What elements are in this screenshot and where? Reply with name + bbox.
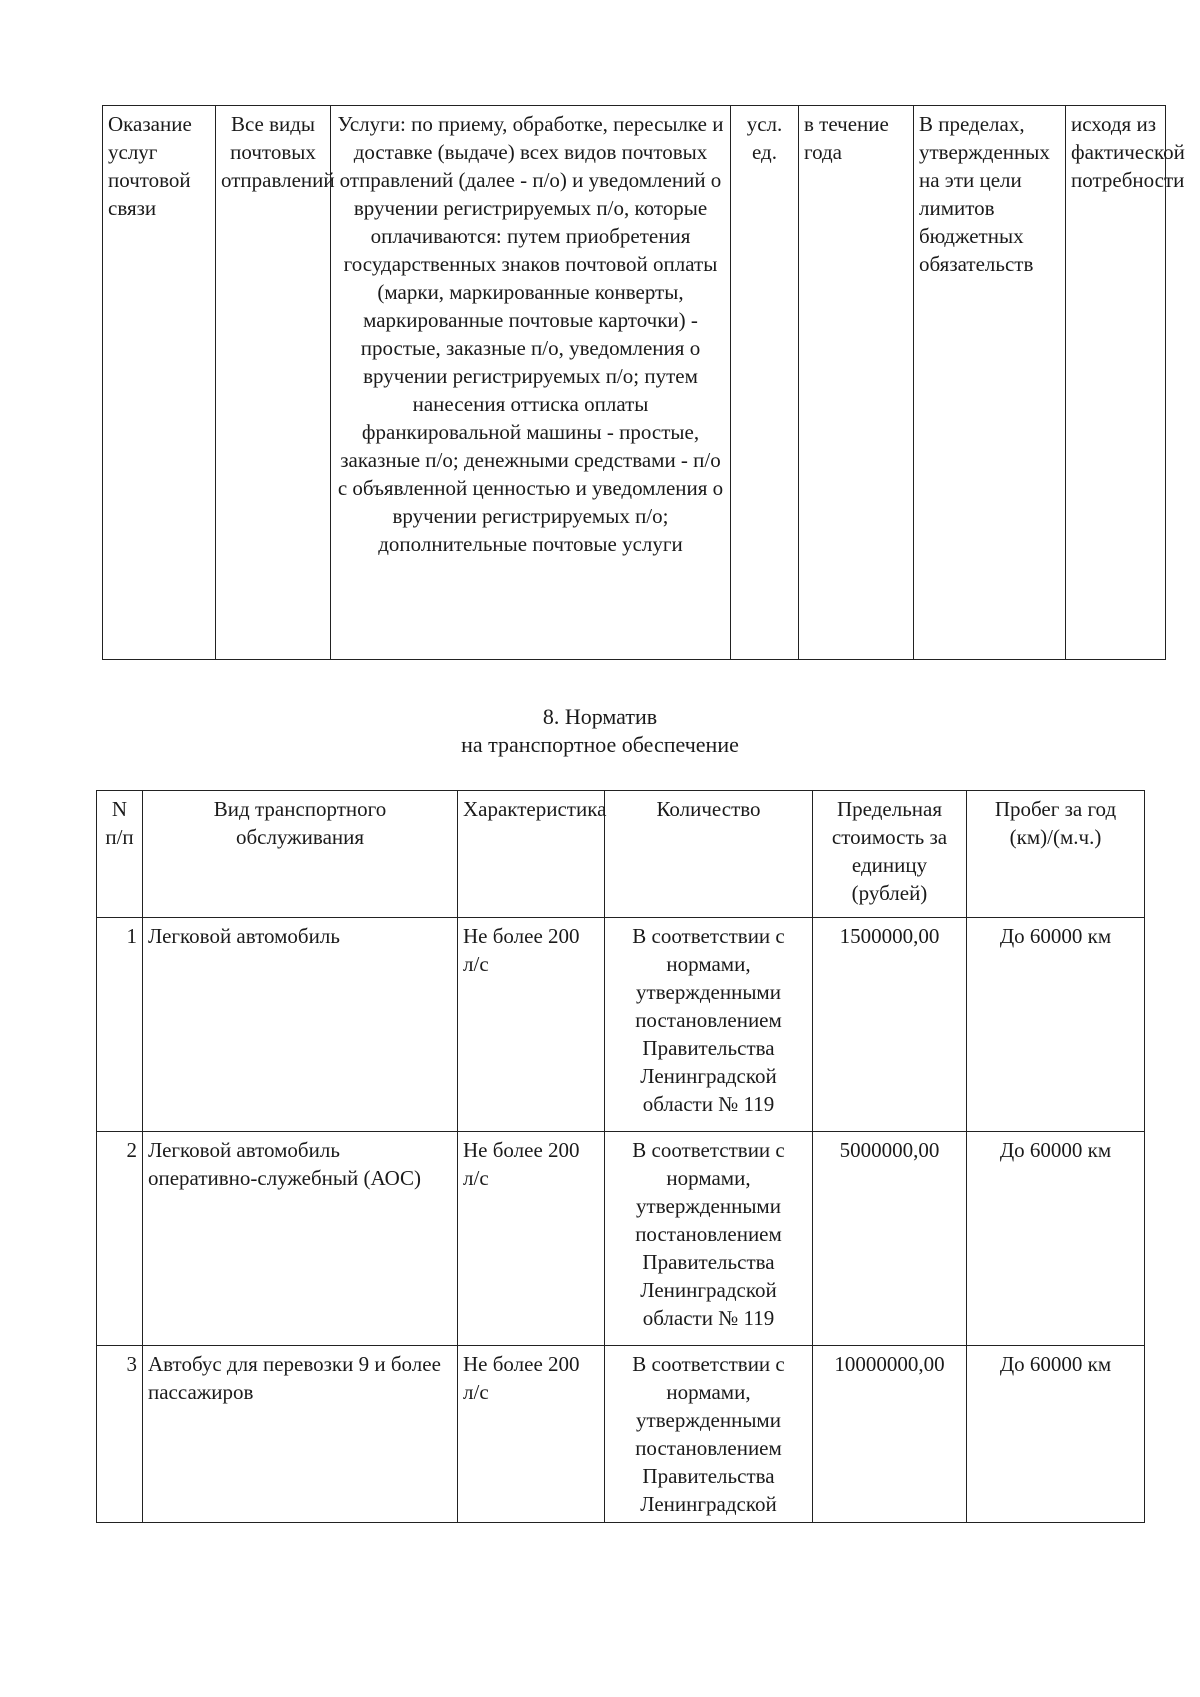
- section-subtitle: на транспортное обеспечение: [461, 732, 739, 757]
- row-mileage: До 60000 км: [967, 1132, 1145, 1346]
- row-kind: Легковой автомобиль оперативно-служебный (АОС): [143, 1132, 458, 1346]
- row-price: 5000000,00: [813, 1132, 967, 1346]
- row-num: 1: [97, 918, 143, 1132]
- row-price: 1500000,00: [813, 918, 967, 1132]
- table-header-row: [97, 791, 1145, 918]
- row-spec: Не более 200 л/с: [458, 1346, 605, 1523]
- header-qty: Количество: [605, 791, 813, 918]
- table-row: [97, 918, 1145, 1132]
- table-row: [97, 1132, 1145, 1346]
- row-num: 3: [97, 1346, 143, 1523]
- row-spec: Не более 200 л/с: [458, 1132, 605, 1346]
- header-num: N п/п: [97, 791, 143, 918]
- header-spec: Характеристика: [458, 791, 605, 918]
- section-title: 8. Норматив: [542, 704, 658, 729]
- row-price: 10000000,00: [813, 1346, 967, 1523]
- table-row: [97, 1346, 1145, 1523]
- header-price: Предельная стоимость за единицу (рублей): [813, 791, 967, 918]
- service-type-cell: Все виды почтовых отправлений: [216, 106, 331, 660]
- table-row: [103, 106, 1166, 660]
- row-mileage: До 60000 км: [967, 918, 1145, 1132]
- postal-services-table: [102, 105, 1185, 660]
- header-mileage: Пробег за год (км)/(м.ч.): [967, 791, 1145, 918]
- row-kind: Легковой автомобиль: [143, 918, 458, 1132]
- transport-table: [96, 790, 1145, 1523]
- service-description-cell: Услуги: по приему, обработке, пересылке и доставке (выдаче) всех видов почтовых отправлений (далее - п/о) и уведомлений о вручении регистрируемых п/о, которые оплачиваются: путем приобретения государственных знаков почтовой оплаты (марки, маркированные конверты, маркированные почтовые карточки) - простые, заказные п/о, уведомления о вручении регистрируемых п/о; путем нанесения оттиска оплаты франкировальной машины - простые, заказные п/о; денежными средствами - п/о с объявленной ценностью и уведомления о вручении регистрируемых п/о; дополнительные почтовые услуги: [331, 106, 731, 660]
- row-qty: В соответствии с нормами, утвержденными постановлением Правительства Ленинградской: [605, 1346, 813, 1523]
- unit-cell: усл. ед.: [731, 106, 799, 660]
- row-spec: Не более 200 л/с: [458, 918, 605, 1132]
- row-num: 2: [97, 1132, 143, 1346]
- limit-cell: В пределах, утвержденных на эти цели лимитов бюджетных обязательств: [914, 106, 1066, 660]
- row-mileage: До 60000 км: [967, 1346, 1145, 1523]
- header-kind: Вид транспортного обслуживания: [143, 791, 458, 918]
- row-qty: В соответствии с нормами, утвержденными постановлением Правительства Ленинградской области № 119: [605, 918, 813, 1132]
- basis-cell: исходя из фактической потребности: [1066, 106, 1166, 660]
- row-qty: В соответствии с нормами, утвержденными постановлением Правительства Ленинградской области № 119: [605, 1132, 813, 1346]
- period-cell: в течение года: [799, 106, 914, 660]
- service-name-cell: Оказание услуг почтовой связи: [103, 106, 216, 660]
- row-kind: Автобус для перевозки 9 и более пассажиров: [143, 1346, 458, 1523]
